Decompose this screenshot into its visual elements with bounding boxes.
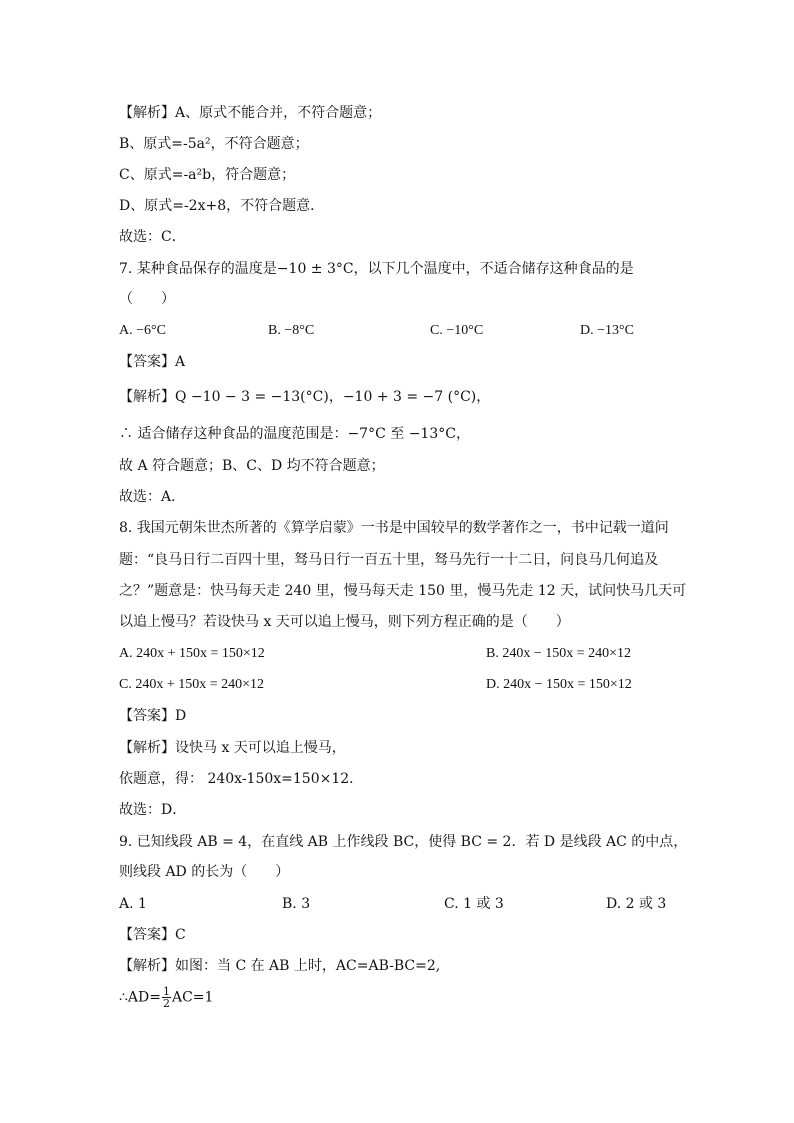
question-8-option-c: C. 240x + 150x = 240×12 xyxy=(119,677,265,692)
question-8-answer: 【答案】D xyxy=(119,708,187,724)
question-7-explanation-2: ∴ 适合储存这种食品的温度范围是：−7°C 至 −13°C， xyxy=(119,426,470,442)
question-8-option-b: B. 240x − 150x = 240×12 xyxy=(486,646,632,661)
question-7-explanation-3: 故 A 符合题意；B、C、D 均不符合题意； xyxy=(119,458,385,474)
one-half-fraction xyxy=(162,986,171,1009)
question-7-option-b: B. −8°C xyxy=(268,323,315,338)
question-7-option-c: C. −10°C xyxy=(430,323,484,338)
question-9-line-2: 则线段 AD 的长为（ ） xyxy=(119,864,290,880)
question-8-explanation-1: 【解析】设快马 x 天可以追上慢马， xyxy=(119,740,346,756)
question-7-explanation-4: 故选：A． xyxy=(119,489,186,505)
question-8-explanation-2: 依题意，得： 240x-150x=150×12． xyxy=(119,771,364,787)
question-7-explanation-1: 【解析】Q −10 − 3 = −13(°C)，−10 + 3 = −7 (°C)， xyxy=(119,389,491,405)
question-8-option-a: A. 240x + 150x = 150×12 xyxy=(119,646,265,661)
question-7-option-d: D. −13°C xyxy=(580,323,634,338)
question-7-title: 7. 某种食品保存的温度是−10 ± 3°C，以下几个温度中，不适合储存这种食品的是 xyxy=(119,261,634,277)
question-9-explanation-1: 【解析】如图：当 C 在 AB 上时，AC=AB-BC=2, xyxy=(119,958,441,974)
question-7-paren: （ ） xyxy=(119,291,175,307)
fraction-denominator: 2 xyxy=(162,997,170,1010)
question-7-answer: 【答案】A xyxy=(119,354,186,370)
question-8-line-4: 以追上慢马？若设快马 x 天可以追上慢马，则下列方程正确的是（ ） xyxy=(119,614,570,630)
ad-prefix: ∴AD= xyxy=(119,989,161,1006)
analysis-line-d: D、原式=-2x+8，不符合题意． xyxy=(119,198,325,214)
question-8-explanation-3: 故选：D． xyxy=(119,802,187,818)
question-9-option-c: C. 1 或 3 xyxy=(444,896,504,912)
choice-line: 故选：C． xyxy=(119,229,186,245)
question-9-explanation-2 xyxy=(119,986,213,1009)
question-8-option-d: D. 240x − 150x = 150×12 xyxy=(486,677,632,692)
question-9-answer: 【答案】C xyxy=(119,927,186,943)
analysis-line-c: C、原式=-a²b，符合题意； xyxy=(119,167,296,183)
question-7-option-a: A. −6°C xyxy=(119,323,166,338)
ad-suffix: AC=1 xyxy=(171,989,214,1006)
fraction-numerator: 1 xyxy=(162,985,170,998)
question-8-line-3: 之？”题意是：快马每天走 240 里，慢马每天走 150 里，慢马先走 12 天，试问快马几天可 xyxy=(119,583,687,599)
analysis-line-b: B、原式=-5a²，不符合题意； xyxy=(119,136,309,152)
question-9-option-a: A. 1 xyxy=(119,896,147,912)
question-8-line-2: 题：“良马日行二百四十里，驽马日行一百五十里，驽马先行一十二日，问良马几何追及 xyxy=(119,552,659,568)
analysis-line-a: 【解析】A、原式不能合并，不符合题意； xyxy=(119,105,382,121)
question-8-line-1: 8. 我国元朝朱世杰所著的《算学启蒙》一书是中国较早的数学著作之一，书中记载一道问 xyxy=(119,520,669,536)
question-9-option-d: D. 2 或 3 xyxy=(606,896,667,912)
question-9-line-1: 9. 已知线段 AB = 4，在直线 AB 上作线段 BC，使得 BC = 2．若 D 是线段 AC 的中点， xyxy=(119,834,688,850)
question-9-option-b: B. 3 xyxy=(282,896,311,912)
